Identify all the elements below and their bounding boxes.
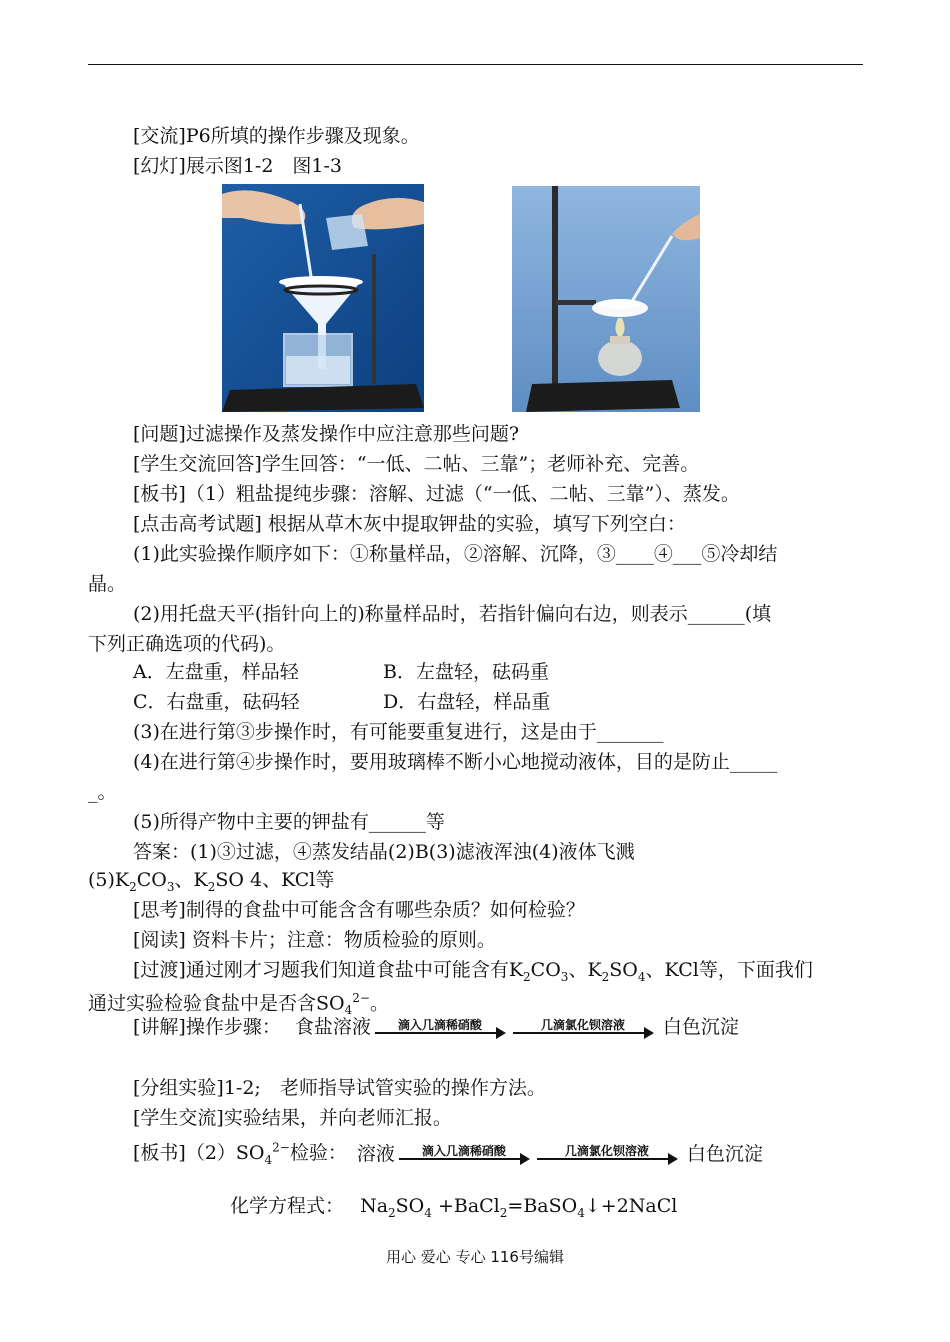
- text-line: [板书]（1）粗盐提纯步骤：溶解、过滤（“一低、二帖、三靠”）、蒸发。: [133, 483, 740, 505]
- option-a: A．左盘重，样品轻: [133, 661, 299, 683]
- text-line: _。: [88, 781, 117, 803]
- text-line: 晶。: [88, 573, 127, 595]
- filtration-illustration: [222, 184, 424, 412]
- text-line: [学生交流回答]学生回答：“一低、二帖、三靠”；老师补充、完善。: [133, 453, 700, 475]
- filtration-photo: [222, 184, 424, 412]
- text-line: 通过实验检验食盐中是否含$SO_4^{2-}$。: [88, 991, 389, 1018]
- flow-arrow: 几滴氯化钡溶液: [513, 1018, 653, 1034]
- text-line: [点击高考试题] 根据从草木灰中提取钾盐的实验，填写下列空白：: [133, 513, 686, 535]
- text-line: [思考]制得的食盐中可能含含有哪些杂质？如何检验？: [133, 899, 585, 921]
- text-line: [交流]P6所填的操作步骤及现象。: [133, 125, 420, 147]
- text-line: (1)此实验操作顺序如下：①称量样品，②溶解、沉降，③____④___⑤冷却结: [133, 543, 778, 565]
- text-line: (4)在进行第④步操作时，要用玻璃棒不断小心地搅动液体，目的是防止_____: [133, 751, 778, 773]
- flow-end: 白色沉淀: [662, 1016, 739, 1038]
- text-line: [学生交流]实验结果，并向老师汇报。: [133, 1107, 452, 1129]
- answer-line-formulas: $(5)K_2CO_3$、$K_2SO$ 4、KCl等: [88, 869, 335, 894]
- procedure-flow-2: [板书]$(2)SO_4^{2-}$检验： 溶液 滴入几滴稀硝酸 几滴氯化钡溶液 白色沉淀: [133, 1140, 763, 1167]
- text-line: (3)在进行第③步操作时，有可能要重复进行，这是由于_______: [133, 721, 664, 743]
- text-line: [过渡]通过刚才习题我们知道食盐中可能含有$K_2CO_3$、$K_2SO_4$、KCl等，下面我们: [133, 959, 813, 984]
- text-line: (5)所得产物中主要的钾盐有______等: [133, 811, 445, 833]
- header-rule: [88, 64, 863, 65]
- text-line: [幻灯]展示图1-2 图1-3: [133, 155, 343, 177]
- flow-arrow: 几滴氯化钡溶液: [537, 1144, 677, 1160]
- text-line: [分组实验]1-2; 老师指导试管实验的操作方法。: [133, 1077, 546, 1099]
- text-line: 下列正确选项的代码)。: [88, 633, 286, 655]
- evaporation-photo: [512, 186, 700, 412]
- flow-end: 白色沉淀: [686, 1142, 763, 1165]
- option-c: C．右盘重，砝码轻: [133, 691, 300, 713]
- page-footer: 用心 爱心 专心 116号编辑: [386, 1248, 564, 1266]
- flow-start: 溶液: [356, 1142, 395, 1165]
- flow-arrow: 滴入几滴稀硝酸: [399, 1144, 529, 1160]
- procedure-flow-1: [讲解]操作步骤： 食盐溶液 滴入几滴稀硝酸 几滴氯化钡溶液 白色沉淀: [133, 1012, 739, 1039]
- option-d: D．右盘轻，样品重: [383, 691, 551, 713]
- chemical-equation: 化学方程式： $Na_2SO_4$ +BaCl$_2$=BaSO$_4$↓+2NaCl: [230, 1195, 678, 1220]
- text-line: [问题]过滤操作及蒸发操作中应注意那些问题?: [133, 423, 520, 445]
- text-line: (2)用托盘天平(指针向上的)称量样品时，若指针偏向右边，则表示______(填: [133, 603, 772, 625]
- text-line: [阅读] 资料卡片；注意：物质检验的原则。: [133, 929, 496, 951]
- flow-arrow: 滴入几滴稀硝酸: [375, 1018, 505, 1034]
- answer-line: 答案：(1)③过滤，④蒸发结晶(2)B(3)滤液浑浊(4)液体飞溅: [133, 841, 635, 863]
- option-b: B．左盘轻，砝码重: [383, 661, 549, 683]
- flow-start: 食盐溶液: [294, 1016, 371, 1038]
- evaporation-illustration: [512, 186, 700, 412]
